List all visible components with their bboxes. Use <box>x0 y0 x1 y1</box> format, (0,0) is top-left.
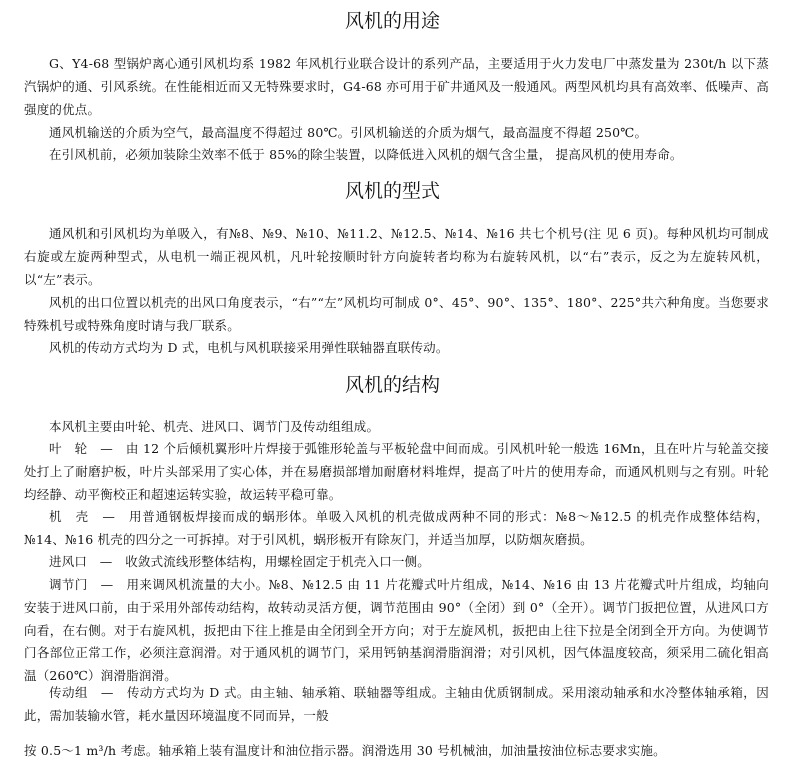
structure-drive: 传动组 — 传动方式均为 D 式。由主轴、轴承箱、联轴器等组成。主轴由优质钢制成。采用滚动轴承和水冷整体轴承箱，因此，需加装输水管，耗水量因环境温度不同而异，一般 <box>24 685 769 723</box>
types-paragraph-3: 风机的传动方式均为 D 式，电机与风机联接采用弹性联轴器直联传动。 <box>49 340 449 355</box>
structure-inlet: 进风口 — 收敛式流线形整体结构，用螺栓固定于机壳入口一侧。 <box>49 554 431 569</box>
usage-paragraph-3: 在引风机前，必须加装除尘效率不低于 85%的除尘装置，以降低进入风机的烟气含尘量， 提高风机的使用寿命。 <box>49 147 683 162</box>
section-title-usage: 风机的用途 <box>344 10 440 32</box>
usage-paragraph-2: 通风机输送的介质为空气，最高温度不得超过 80℃。引风机输送的介质为烟气，最高温度不得超 250℃。 <box>49 125 648 140</box>
structure-intro: 本风机主要由叶轮、机壳、进风口、调节门及传动组组成。 <box>49 419 380 434</box>
structure-impeller: 叶 轮 — 由 12 个后倾机翼形叶片焊接于弧锥形轮盖与平板轮盘中间而成。引风机叶轮一般选 16Mn，且在叶片与轮盖交接处打上了耐磨护板，叶片头部采用了实心体，并在易磨损部增加耐磨材料堆焊，提高了叶片的使用寿命，而通风机则与之有别。叶轮均经静、动平衡校正和超速运转实验，故运转平稳可靠。 <box>24 441 769 502</box>
types-paragraph-2: 风机的出口位置以机壳的出风口角度表示，“右”“左”风机均可制成 0°、45°、90°、135°、180°、225°共六种角度。当您要求特殊机号或特殊角度时请与我厂联系。 <box>24 295 769 333</box>
structure-drive-continued: 按 0.5～1 m³/h 考虑。轴承箱上装有温度计和油位指示器。润滑选用 30 号机械油，加油量按油位标志要求实施。 <box>24 743 666 758</box>
section-title-types: 风机的型式 <box>344 180 440 202</box>
types-paragraph-1: 通风机和引风机均为单吸入，有№8、№9、№10、№11.2、№12.5、№14、№16 共七个机号(注 见 6 页)。每种风机均可制成右旋或左旋两种型式，从电机一端正视风机，凡叶轮按顺时针方向旋转者均称为右旋转风机，以“右”表示，反之为左旋转风机，以“左”表示。 <box>24 226 769 287</box>
section-title-structure: 风机的结构 <box>344 374 440 396</box>
usage-paragraph-1: G、Y4-68 型锅炉离心通引风机均系 1982 年风机行业联合设计的系列产品，主要适用于火力发电厂中蒸发量为 230t/h 以下蒸汽锅炉的通、引风系统。在性能相近而又无特殊要求时，G4-68 亦可用于矿井通风及一般通风。两型风机均具有高效率、低噪声、高强度的优点。 <box>24 56 769 117</box>
structure-damper: 调节门 — 用来调风机流量的大小。№8、№12.5 由 11 片花瓣式叶片组成，№14、№16 由 13 片花瓣式叶片组成，均轴向安装于进风口前，由于采用外部传动结构，故转动灵活方便，调节范围由 90°（全闭）到 0°（全开）。调节门扳把位置，从进风口方向看，在右侧。对于右旋风机，扳把由下往上推是由全闭到全开方向；对于左旋风机，扳把由上往下拉是全闭到全开方向。为使调节门各部位正常工作，必须注意润滑。对于通风机的调节门，采用钙钠基润滑脂润滑；对引风机，因气体温度较高，须采用二硫化钼高温（260℃）润滑脂润滑。 <box>24 577 769 684</box>
structure-casing: 机 壳 — 用普通钢板焊接而成的蜗形体。单吸入风机的机壳做成两种不同的形式：№8～№12.5 的机壳作成整体结构，№14、№16 机壳的四分之一可拆掉。对于引风机，蜗形板开有除灰门，并适当加厚，以防烟灰磨损。 <box>24 509 769 547</box>
